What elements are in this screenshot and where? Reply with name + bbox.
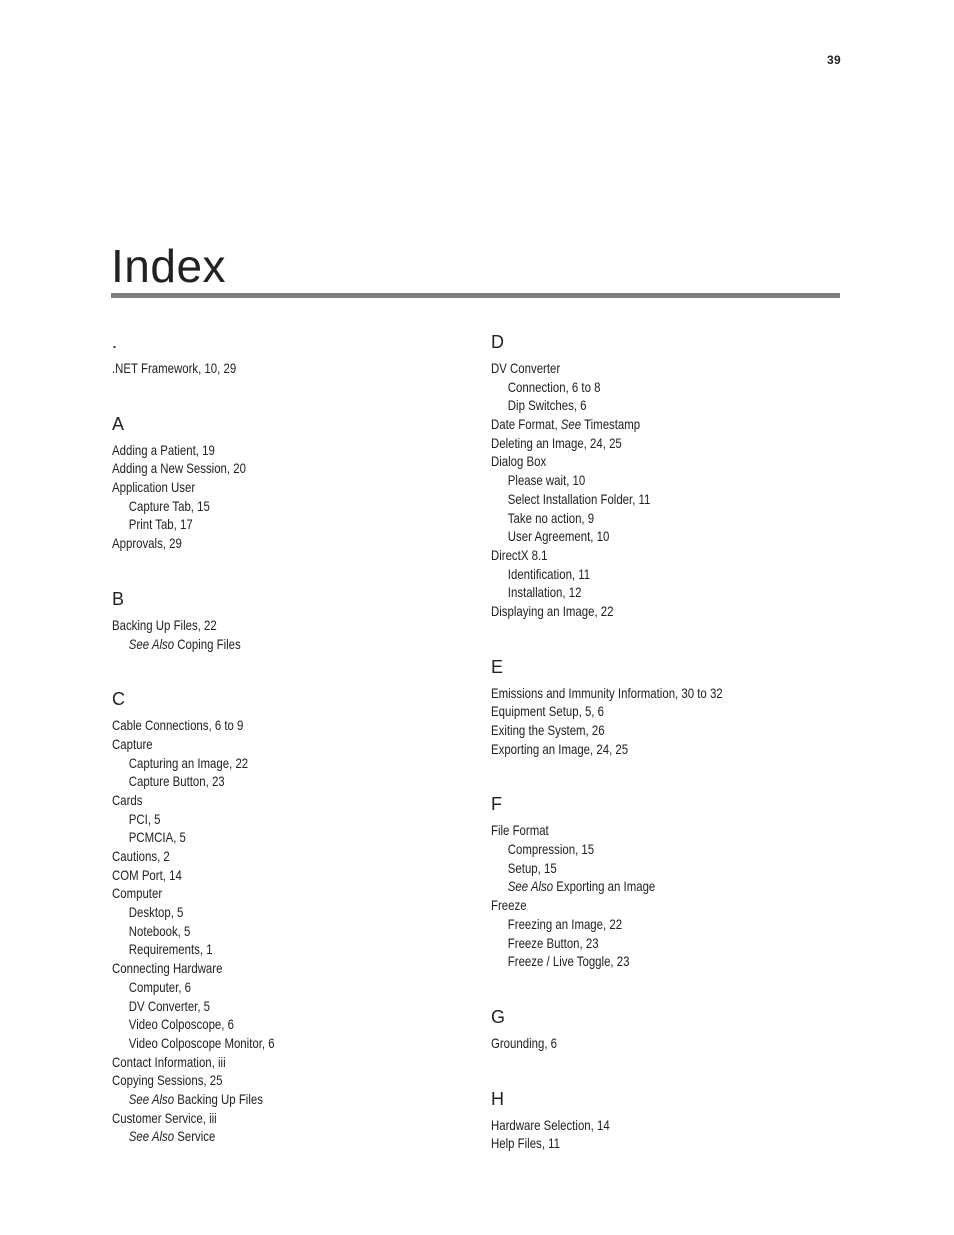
index-section [491,656,851,760]
section-letter: B [112,588,125,609]
index-subentry [112,998,414,1017]
entry-text: Capture Button, 23 [128,774,225,790]
index-subentry [112,811,414,830]
entry-text: Approvals, 29 [112,536,182,552]
entry-text: Exporting an Image, 24, 25 [491,741,629,757]
entry-text: Adding a New Session, 20 [112,461,246,477]
index-subentry [112,1128,414,1147]
index-subentry [112,923,414,942]
entry-text: Coping Files [177,636,241,652]
entry-text: Select Installation Folder, 11 [507,491,651,507]
index-entry [491,822,793,841]
index-column-right [491,331,851,1188]
entry-text: Setup, 15 [507,860,557,876]
entry-text: Backing Up Files [177,1091,263,1107]
entry-text: Video Colposcope, 6 [128,1017,234,1033]
index-entry [112,717,414,736]
entry-text: Connection, 6 to 8 [507,379,601,395]
index-subentry [491,510,793,529]
entry-text: Connecting Hardware [112,961,223,977]
entry-text: Contact Information, iii [112,1054,226,1070]
index-subentry [491,953,793,972]
index-section [491,1006,851,1054]
index-entry [112,1072,414,1091]
index-entry [491,360,793,379]
section-letter: D [491,332,504,352]
index-subentry [491,491,793,510]
entry-text: DirectX 8.1 [491,547,548,563]
index-entry [491,416,793,435]
index-section [112,588,472,654]
entry-text: DV Converter [491,361,561,376]
entry-text: Backing Up Files, 22 [112,617,217,633]
index-entry [491,1035,793,1054]
section-letter: . [112,332,118,352]
entry-text: Exiting the System, 26 [491,723,605,738]
index-entry [491,603,793,622]
index-entry [112,1110,414,1129]
index-subentry [491,397,793,416]
entry-text: Help Files, 11 [491,1136,560,1152]
page-title: Index [111,240,227,292]
index-subentry [491,528,793,547]
section-letter: H [491,1088,504,1109]
see-also-label: See Also [128,1091,175,1107]
section-letter: E [491,656,504,677]
see-also-label: See Also [128,636,175,652]
index-entry [491,547,793,566]
entry-text: Desktop, 5 [128,905,184,921]
index-subentry [491,916,793,935]
entry-text: Compression, 15 [507,842,595,858]
see-label: See [560,417,582,433]
index-subentry [112,1016,414,1035]
entry-text: Dialog Box [491,454,547,470]
entry-text: Take no action, 9 [507,510,595,526]
entry-text: Cable Connections, 6 to 9 [112,718,244,734]
index-section [112,331,472,379]
index-subentry [491,379,793,398]
index-subentry [112,636,414,655]
index-entry [491,453,793,472]
entry-text: COM Port, 14 [112,867,182,883]
entry-text: Installation, 12 [507,585,582,601]
entry-text: Freezing an Image, 22 [507,916,623,932]
index-subentry [491,841,793,860]
index-subentry [112,498,414,517]
index-subentry [112,1035,414,1054]
index-subentry [112,979,414,998]
index-entry [491,741,793,760]
index-section [112,413,472,554]
entry-text: Deleting an Image, 24, 25 [491,435,622,451]
index-subentry [112,516,414,535]
index-section [491,1088,851,1154]
index-entry [491,685,793,704]
index-subentry [112,904,414,923]
see-also-label: See Also [128,1129,175,1145]
index-entry [112,960,414,979]
entry-text: Identification, 11 [507,566,591,582]
entry-text: Freeze [491,898,527,914]
entry-text: Date Format, [491,417,558,433]
index-entry [112,736,414,755]
index-subentry [491,878,793,897]
index-subentry [112,773,414,792]
index-subentry [491,584,793,603]
entry-text: DV Converter, 5 [128,998,211,1014]
entry-text: .NET Framework, 10, 29 [112,361,237,376]
index-subentry [112,829,414,848]
index-subentry [491,935,793,954]
index-entry [112,460,414,479]
index-section [112,688,472,1147]
entry-text: Capture [112,736,153,752]
index-subentry [491,860,793,879]
entry-text: Freeze / Live Toggle, 23 [507,954,630,970]
entry-text: Exporting an Image [556,879,656,895]
title-rule [111,293,840,298]
entry-text: Freeze Button, 23 [507,935,599,951]
index-entry [112,617,414,636]
index-entry [112,360,414,379]
entry-text: Hardware Selection, 14 [491,1117,610,1133]
section-letter: F [491,794,502,815]
index-subentry [491,472,793,491]
see-also-label: See Also [507,879,554,895]
index-entry [112,535,414,554]
index-subentry [112,941,414,960]
index-column-left [112,331,472,1181]
entry-text: Adding a Patient, 19 [112,442,215,458]
index-entry [491,897,793,916]
index-entry [112,442,414,461]
entry-text: Cautions, 2 [112,849,170,864]
index-entry [112,1054,414,1073]
index-entry [112,479,414,498]
entry-text: Service [177,1129,216,1145]
entry-text: Requirements, 1 [128,942,213,958]
entry-text: Notebook, 5 [128,923,191,939]
entry-text: Video Colposcope Monitor, 6 [128,1035,275,1051]
index-entry [491,435,793,454]
entry-text: Computer [112,886,163,902]
entry-text: Computer, 6 [128,979,192,995]
index-section [491,793,851,972]
entry-text: PCI, 5 [128,811,161,827]
entry-text: PCMCIA, 5 [128,830,186,846]
index-entry [112,848,414,867]
section-letter: C [112,689,125,710]
section-letter: G [491,1006,506,1027]
entry-text: Cards [112,792,143,808]
see-target: Timestamp [584,417,641,433]
entry-text: Emissions and Immunity Information, 30 to 32 [491,685,723,701]
index-subentry [491,566,793,585]
index-entry [491,703,793,722]
entry-text: Displaying an Image, 22 [491,603,614,619]
entry-text: Equipment Setup, 5, 6 [491,704,605,720]
entry-text: Dip Switches, 6 [507,398,587,414]
entry-text: Application User [112,480,196,496]
entry-text: Grounding, 6 [491,1035,558,1051]
entry-text: File Format [491,823,549,839]
entry-text: Copying Sessions, 25 [112,1073,223,1089]
index-entry [112,792,414,811]
entry-text: Capturing an Image, 22 [128,755,249,771]
index-entry [491,1135,793,1154]
index-entry [112,885,414,904]
index-entry [491,1117,793,1136]
entry-text: User Agreement, 10 [507,529,610,545]
entry-text: Customer Service, iii [112,1110,217,1126]
page-number: 39 [827,53,841,67]
index-subentry [112,755,414,774]
section-letter: A [112,413,125,434]
entry-text: Please wait, 10 [507,473,586,489]
index-entry [491,722,793,741]
entry-text: Capture Tab, 15 [128,498,210,514]
entry-text: Print Tab, 17 [128,517,193,533]
index-entry [112,867,414,886]
index-section [491,331,851,622]
index-subentry [112,1091,414,1110]
